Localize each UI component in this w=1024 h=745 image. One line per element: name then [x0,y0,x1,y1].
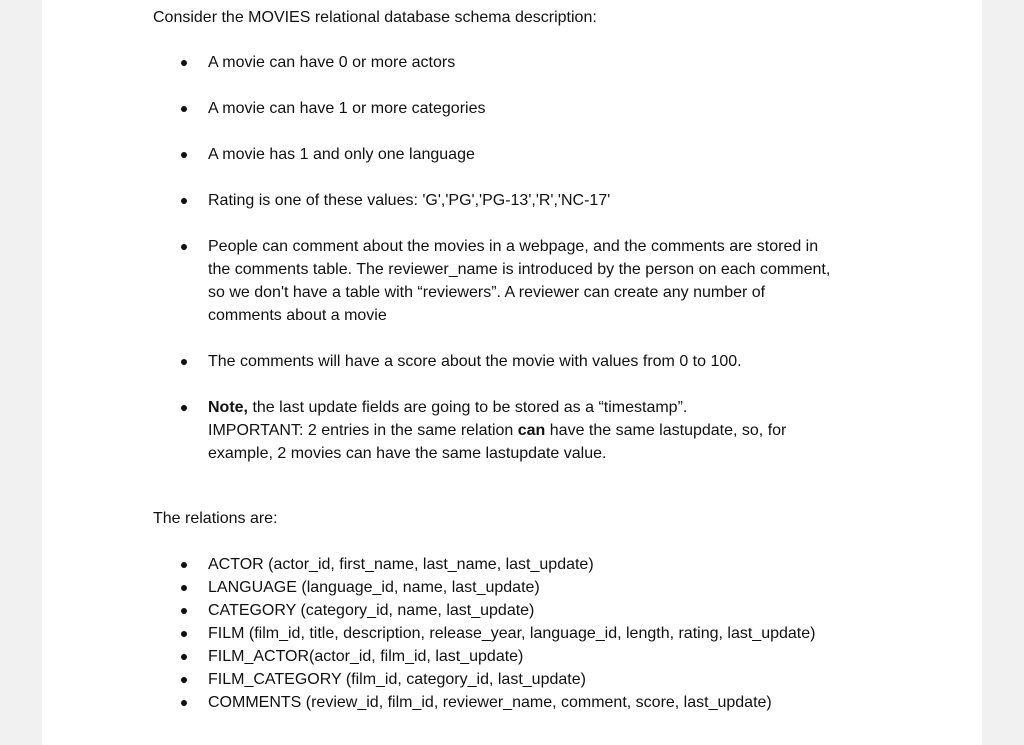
relation-item-actor: ACTOR (actor_id, first_name, last_name, last_update) [208,553,908,576]
rule-text-line: the comments table. The reviewer_name is introduced by the person on each comment, [208,261,831,278]
rule-item [208,143,908,166]
rule-text: A movie has 1 and only one language [208,146,475,163]
rule-text-line: People can comment about the movies in a webpage, and the comments are stored in [208,238,819,255]
note-line [208,396,908,419]
rule-text-line: comments about a movie [208,307,387,324]
relation-item-category: CATEGORY (category_id, name, last_update) [208,599,908,622]
rule-item [208,51,908,74]
intro-paragraph: Consider the MOVIES relational database schema description: [153,9,597,26]
rule-item [208,235,908,327]
relation-item-film-category: FILM_CATEGORY (film_id, category_id, last_update) [208,668,908,691]
important-text-before: IMPORTANT: 2 entries in the same relation [208,422,518,439]
important-text-after: have the same lastupdate, so, for [545,422,787,439]
rule-item [208,350,908,373]
example-line: example, 2 movies can have the same lastupdate value. [208,445,607,462]
relation-item-film: FILM (film_id, title, description, release_year, language_id, length, rating, last_update) [208,622,908,645]
rule-text: The comments will have a score about the movie with values from 0 to 100. [208,353,742,370]
important-line [208,419,908,442]
rule-text: A movie can have 0 or more actors [208,54,456,71]
relation-item-film-actor: FILM_ACTOR(actor_id, film_id, last_update) [208,645,908,668]
rule-text: Rating is one of these values: 'G','PG','PG-13','R','NC-17' [208,192,611,209]
rule-item-note [208,396,908,465]
rule-item [208,189,908,212]
relation-item-language: LANGUAGE (language_id, name, last_update) [208,576,908,599]
rule-text-line: so we don't have a table with “reviewers”. A reviewer can create any number of [208,284,766,301]
note-text: the last update fields are going to be stored as a “timestamp”. [248,399,688,416]
rule-item [208,97,908,120]
important-emphasis: can [517,422,546,439]
rule-text: A movie can have 1 or more categories [208,100,486,117]
relations-heading: The relations are: [153,510,278,527]
note-label: Note, [208,399,248,416]
document-page [42,0,982,745]
relation-item-comments: COMMENTS (review_id, film_id, reviewer_name, comment, score, last_update) [208,691,908,714]
